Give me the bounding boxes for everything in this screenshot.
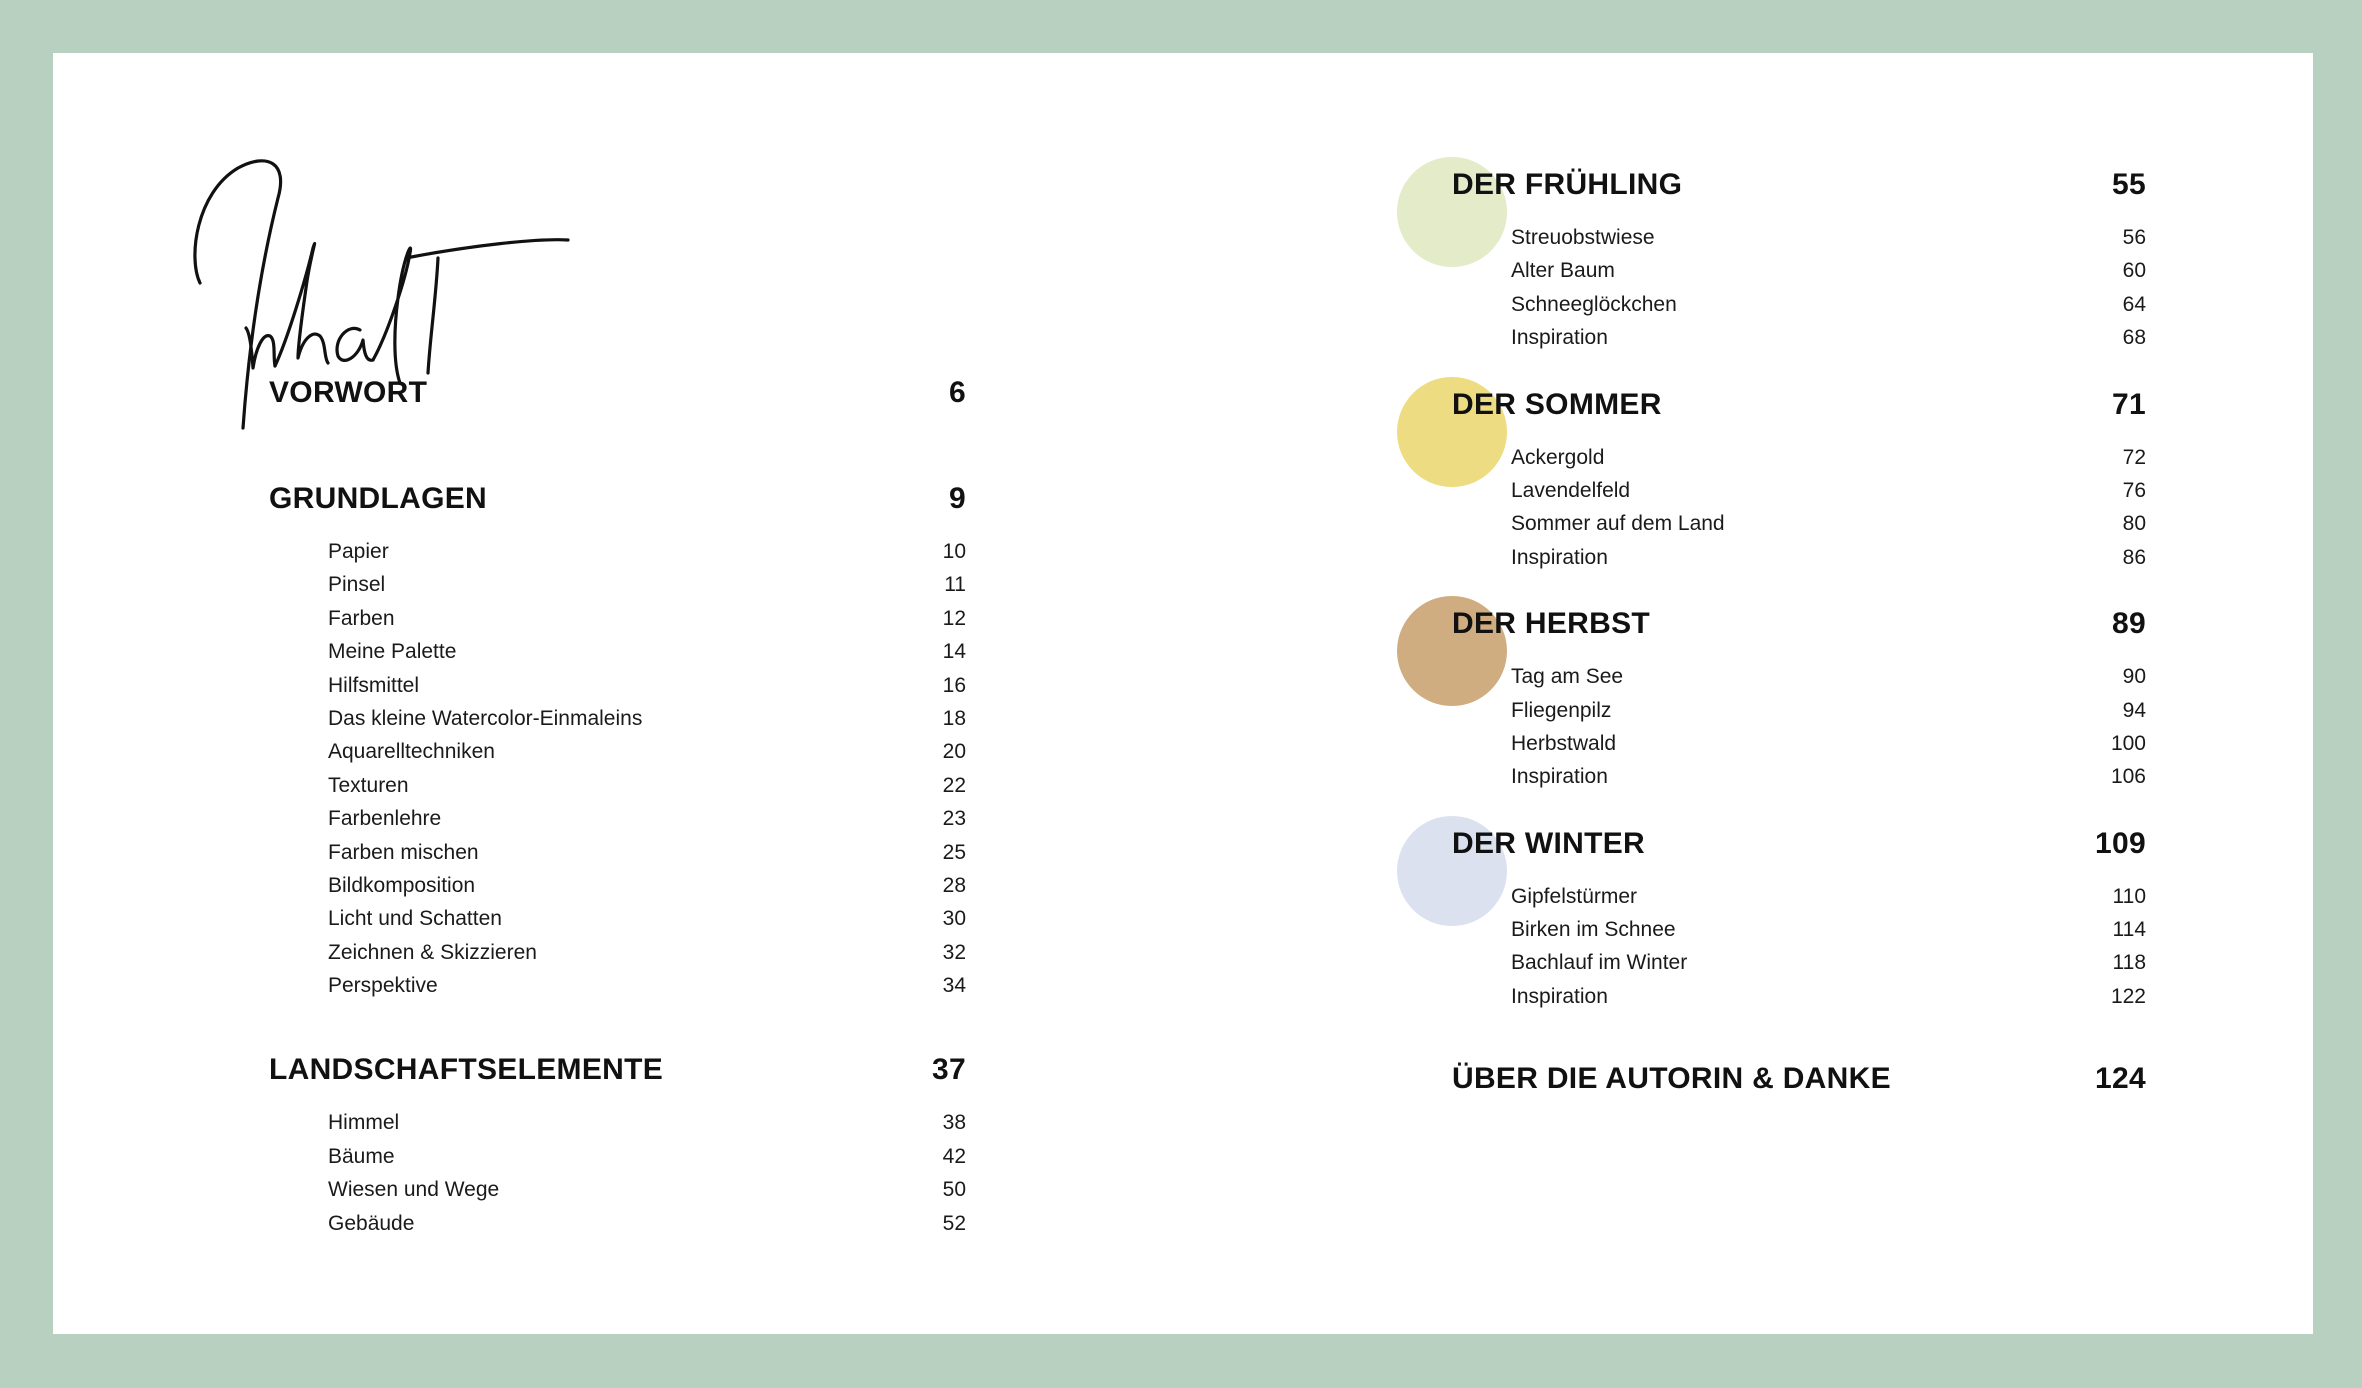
section-items xyxy=(269,535,966,1002)
toc-item[interactable] xyxy=(328,568,966,601)
toc-section-vorwort[interactable] xyxy=(269,371,966,415)
item-title: Meine Palette xyxy=(328,640,457,664)
section-items xyxy=(1452,880,2146,1014)
toc-item[interactable] xyxy=(1511,321,2146,354)
item-title: Pinsel xyxy=(328,573,386,597)
item-page: 68 xyxy=(2122,326,2146,350)
section-heading[interactable] xyxy=(269,371,966,415)
toc-item[interactable] xyxy=(328,869,966,902)
section-title: DER SOMMER xyxy=(1452,387,1662,421)
item-page: 80 xyxy=(2122,512,2146,536)
toc-item[interactable] xyxy=(328,1140,966,1173)
item-page: 32 xyxy=(942,940,966,964)
section-page: 89 xyxy=(2112,607,2146,641)
toc-item[interactable] xyxy=(1511,441,2146,474)
section-heading[interactable] xyxy=(1452,1057,2146,1101)
section-title: LANDSCHAFTSELEMENTE xyxy=(269,1053,664,1087)
item-page: 114 xyxy=(2112,918,2146,942)
item-title: Papier xyxy=(328,540,389,563)
toc-item[interactable] xyxy=(328,669,966,702)
item-page: 72 xyxy=(2122,445,2146,469)
item-page: 106 xyxy=(2110,765,2146,789)
item-title: Himmel xyxy=(328,1111,400,1135)
section-heading[interactable] xyxy=(1452,383,2146,427)
item-page: 50 xyxy=(942,1178,966,1202)
item-page: 64 xyxy=(2122,292,2146,316)
section-items xyxy=(269,1106,966,1240)
item-page: 94 xyxy=(2122,698,2146,722)
item-page: 110 xyxy=(2112,884,2146,908)
item-title: Bildkomposition xyxy=(328,873,476,897)
section-page: 6 xyxy=(949,376,966,409)
toc-section-grundlagen[interactable] xyxy=(269,477,966,1002)
item-page: 52 xyxy=(942,1211,966,1235)
toc-item[interactable] xyxy=(1511,660,2146,693)
toc-item[interactable] xyxy=(1511,221,2146,254)
item-title: Herbstwald xyxy=(1511,731,1617,755)
book-spread xyxy=(53,53,2313,1334)
toc-item[interactable] xyxy=(328,902,966,935)
item-title: Perspektive xyxy=(328,974,438,998)
item-page: 90 xyxy=(2122,665,2146,689)
item-title: Farben xyxy=(328,606,395,630)
item-title: Gipfelstürmer xyxy=(1511,884,1638,908)
section-title: GRUNDLAGEN xyxy=(269,482,487,515)
toc-right-column xyxy=(1452,163,2146,1101)
toc-item[interactable] xyxy=(328,936,966,969)
section-title: ÜBER DIE AUTORIN & DANKE xyxy=(1452,1062,1891,1096)
item-title: Hilfsmittel xyxy=(328,673,420,697)
toc-item[interactable] xyxy=(328,802,966,835)
item-page: 28 xyxy=(942,873,966,897)
item-title: Ackergold xyxy=(1511,445,1605,469)
section-title: VORWORT xyxy=(269,376,428,409)
item-title: Inspiration xyxy=(1511,326,1608,350)
item-page: 14 xyxy=(942,640,966,664)
toc-item[interactable] xyxy=(1511,507,2146,540)
item-title: Bachlauf im Winter xyxy=(1511,951,1688,975)
section-heading[interactable] xyxy=(1452,822,2146,866)
item-title: Schneeglöckchen xyxy=(1511,292,1677,316)
item-page: 25 xyxy=(942,840,966,864)
item-title: Gebäude xyxy=(328,1211,415,1235)
item-page: 86 xyxy=(2122,545,2146,569)
section-page: 55 xyxy=(2112,168,2146,201)
toc-item[interactable] xyxy=(328,1207,966,1240)
section-title: DER FRÜHLING xyxy=(1452,168,1683,201)
toc-item[interactable] xyxy=(1511,946,2146,979)
toc-item[interactable] xyxy=(1511,980,2146,1013)
item-title: Aquarelltechniken xyxy=(328,740,495,764)
item-page: 18 xyxy=(942,706,966,730)
item-page: 23 xyxy=(942,807,966,831)
item-title: Birken im Schnee xyxy=(1511,918,1676,942)
section-page: 37 xyxy=(932,1053,966,1087)
section-heading[interactable] xyxy=(269,1048,966,1092)
section-items xyxy=(1452,660,2146,794)
item-page: 56 xyxy=(2122,226,2146,249)
item-title: Sommer auf dem Land xyxy=(1511,512,1725,536)
toc-item[interactable] xyxy=(328,702,966,735)
toc-item[interactable] xyxy=(328,735,966,768)
item-title: Lavendelfeld xyxy=(1511,478,1631,502)
toc-item[interactable] xyxy=(328,969,966,1002)
item-page: 10 xyxy=(942,540,966,563)
section-items xyxy=(1452,441,2146,575)
toc-section-sommer[interactable] xyxy=(1452,383,2146,575)
toc-item[interactable] xyxy=(328,635,966,668)
item-title: Farben mischen xyxy=(328,840,479,864)
item-title: Zeichnen & Skizzieren xyxy=(328,940,537,964)
item-title: Texturen xyxy=(328,773,409,797)
toc-item[interactable] xyxy=(1511,694,2146,727)
item-title: Alter Baum xyxy=(1511,259,1615,283)
item-page: 30 xyxy=(942,907,966,931)
item-title: Streuobstwiese xyxy=(1511,226,1655,249)
item-title: Inspiration xyxy=(1511,984,1608,1008)
item-title: Inspiration xyxy=(1511,765,1608,789)
item-page: 11 xyxy=(944,573,966,597)
section-title: DER HERBST xyxy=(1452,607,1651,641)
section-page: 9 xyxy=(949,482,966,515)
item-title: Farbenlehre xyxy=(328,807,442,831)
toc-item[interactable] xyxy=(328,836,966,869)
toc-item[interactable] xyxy=(328,1106,966,1139)
item-page: 16 xyxy=(942,673,966,697)
toc-item[interactable] xyxy=(328,602,966,635)
toc-section-herbst[interactable] xyxy=(1452,602,2146,794)
item-page: 12 xyxy=(942,606,966,630)
toc-item[interactable] xyxy=(1511,727,2146,760)
item-title: Wiesen und Wege xyxy=(328,1178,500,1202)
item-page: 122 xyxy=(2110,984,2146,1008)
item-title: Fliegenpilz xyxy=(1511,698,1612,722)
item-title: Tag am See xyxy=(1511,665,1624,689)
item-page: 100 xyxy=(2110,731,2146,755)
item-title: Bäume xyxy=(328,1144,395,1168)
item-page: 22 xyxy=(942,773,966,797)
toc-item[interactable] xyxy=(1511,541,2146,574)
item-page: 38 xyxy=(942,1111,966,1135)
toc-section-landschaftselemente[interactable] xyxy=(269,1048,966,1240)
item-page: 20 xyxy=(942,740,966,764)
toc-item[interactable] xyxy=(328,769,966,802)
toc-left-column xyxy=(269,371,966,1240)
section-page: 124 xyxy=(2095,1062,2146,1096)
toc-item[interactable] xyxy=(1511,880,2146,913)
toc-item[interactable] xyxy=(1511,913,2146,946)
toc-section-winter[interactable] xyxy=(1452,822,2146,1014)
item-page: 60 xyxy=(2122,259,2146,283)
item-page: 34 xyxy=(942,974,966,998)
section-heading[interactable] xyxy=(1452,163,2146,207)
toc-section-autorin[interactable] xyxy=(1452,1057,2146,1101)
toc-section-fruehling[interactable] xyxy=(1452,163,2146,355)
toc-item[interactable] xyxy=(328,1173,966,1206)
item-page: 42 xyxy=(942,1144,966,1168)
toc-item[interactable] xyxy=(1511,288,2146,321)
item-title: Licht und Schatten xyxy=(328,907,502,931)
section-title: DER WINTER xyxy=(1452,826,1645,860)
item-title: Inspiration xyxy=(1511,545,1608,569)
section-heading[interactable] xyxy=(1452,602,2146,646)
section-page: 109 xyxy=(2095,826,2146,860)
toc-item[interactable] xyxy=(1511,474,2146,507)
toc-item[interactable] xyxy=(1511,760,2146,793)
section-heading[interactable] xyxy=(269,477,966,521)
toc-item[interactable] xyxy=(328,535,966,568)
toc-item[interactable] xyxy=(1511,254,2146,287)
section-page: 71 xyxy=(2112,387,2146,421)
item-page: 76 xyxy=(2122,478,2146,502)
item-page: 118 xyxy=(2112,951,2146,975)
section-items xyxy=(1452,221,2146,355)
item-title: Das kleine Watercolor-Einmaleins xyxy=(328,706,643,730)
